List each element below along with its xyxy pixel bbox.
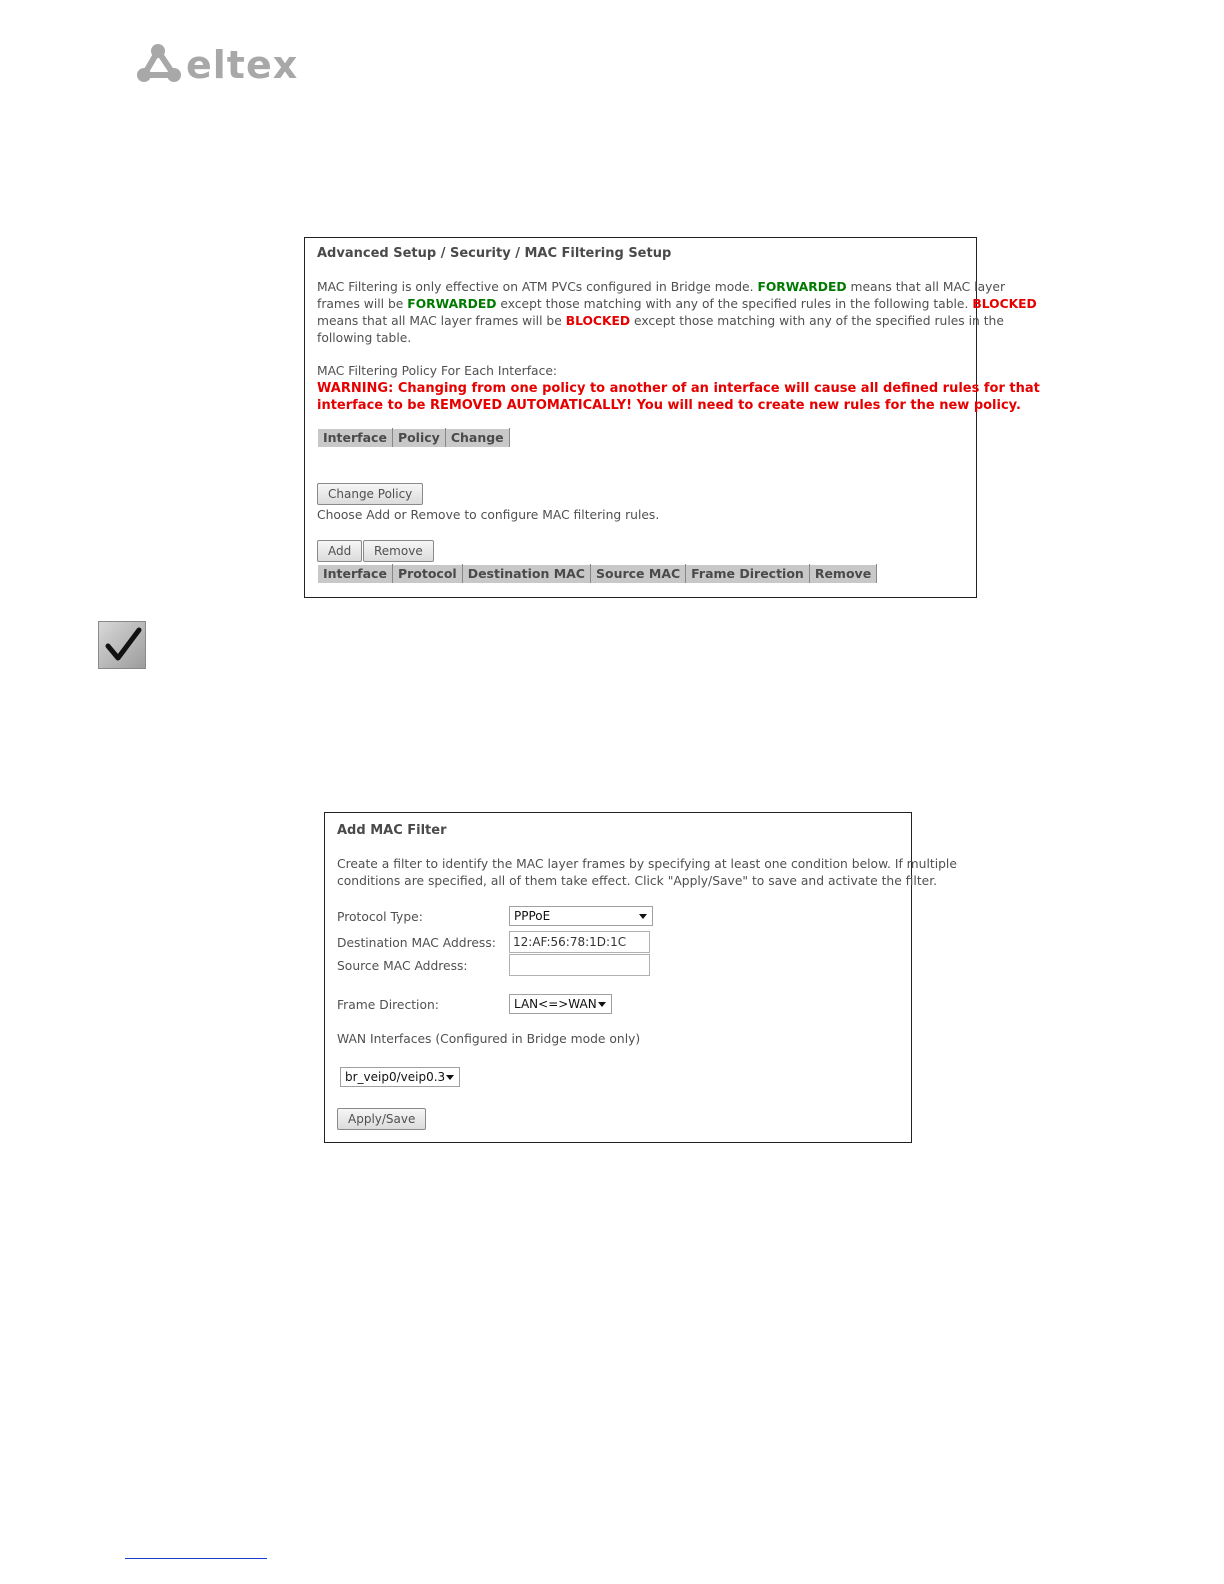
policy-label: MAC Filtering Policy For Each Interface:	[317, 364, 558, 378]
blocked-keyword: BLOCKED	[972, 297, 1037, 311]
description-line-1	[317, 279, 1005, 296]
add-mac-filter-title: Add MAC Filter	[337, 823, 447, 838]
policy-table-header-row	[318, 429, 510, 448]
apply-save-button[interactable]: Apply/Save	[337, 1108, 426, 1130]
forwarded-keyword: FORWARDED	[407, 297, 497, 311]
column-header-interface: Interface	[318, 565, 393, 584]
protocol-type-select[interactable]	[509, 906, 653, 926]
desc-text: means that all MAC layer	[850, 280, 1005, 294]
source-mac-label: Source MAC Address:	[337, 959, 468, 973]
column-header-change: Change	[445, 429, 509, 448]
desc-text: means that all MAC layer frames will be	[317, 314, 562, 328]
protocol-type-label: Protocol Type:	[337, 910, 423, 924]
column-header-destination-mac: Destination MAC	[462, 565, 590, 584]
page-title: Advanced Setup / Security / MAC Filtering Setup	[317, 246, 672, 261]
wan-interfaces-label: WAN Interfaces (Configured in Bridge mode only)	[337, 1032, 641, 1046]
desc-text: except those matching with any of the specified rules in the	[634, 314, 1004, 328]
policy-table	[317, 428, 510, 448]
destination-mac-field[interactable]: 12:AF:56:78:1D:1C	[509, 931, 650, 953]
desc-text: MAC Filtering is only effective on ATM PVCs configured in Bridge mode.	[317, 280, 754, 294]
frame-direction-select[interactable]	[509, 994, 612, 1014]
add-button[interactable]: Add	[317, 540, 362, 562]
chevron-down-icon	[446, 1075, 454, 1080]
blocked-keyword: BLOCKED	[565, 314, 631, 328]
description-line-3	[317, 313, 1004, 330]
description-line-2	[317, 296, 1037, 313]
source-mac-field[interactable]	[509, 954, 650, 976]
desc-text: frames will be	[317, 297, 404, 311]
warning-line-2: interface to be REMOVED AUTOMATICALLY! You will need to create new rules for the new policy.	[317, 398, 1021, 413]
destination-mac-label: Destination MAC Address:	[337, 936, 496, 950]
forwarded-keyword: FORWARDED	[757, 280, 847, 294]
column-header-protocol: Protocol	[392, 565, 462, 584]
column-header-interface: Interface	[318, 429, 393, 448]
change-policy-button[interactable]: Change Policy	[317, 483, 423, 505]
column-header-source-mac: Source MAC	[590, 565, 685, 584]
remove-button[interactable]: Remove	[363, 540, 434, 562]
mac-filtering-setup-panel	[304, 237, 1040, 598]
column-header-policy: Policy	[392, 429, 445, 448]
eltex-logo-icon	[136, 42, 184, 88]
frame-direction-label: Frame Direction:	[337, 998, 439, 1012]
wan-interface-value: br_veip0/veip0.3	[345, 1070, 446, 1084]
add-filter-desc-line-2: conditions are specified, all of them take effect. Click "Apply/Save" to save and activate the filter.	[337, 874, 938, 888]
eltex-logo	[136, 42, 311, 88]
add-filter-desc-line-1: Create a filter to identify the MAC layer frames by specifying at least one condition below. If multiple	[337, 857, 957, 871]
warning-line-1: WARNING: Changing from one policy to another of an interface will cause all defined rules for that	[317, 381, 1040, 396]
chevron-down-icon	[639, 914, 647, 919]
chevron-down-icon	[598, 1002, 606, 1007]
choose-instructions: Choose Add or Remove to configure MAC filtering rules.	[317, 508, 660, 522]
logo-text: eltex	[186, 43, 299, 87]
rules-table-header-row	[318, 565, 877, 584]
protocol-type-value: PPPoE	[514, 909, 551, 923]
checkmark-icon	[98, 621, 146, 669]
rules-table	[317, 564, 877, 584]
wan-interface-select[interactable]	[340, 1067, 460, 1087]
add-mac-filter-panel	[324, 812, 957, 1143]
description-line-4: following table.	[317, 331, 412, 345]
column-header-remove: Remove	[809, 565, 876, 584]
footnote-divider	[125, 1558, 267, 1559]
desc-text: except those matching with any of the specified rules in the following table.	[500, 297, 969, 311]
frame-direction-value: LAN<=>WAN	[514, 997, 597, 1011]
column-header-frame-direction: Frame Direction	[686, 565, 810, 584]
